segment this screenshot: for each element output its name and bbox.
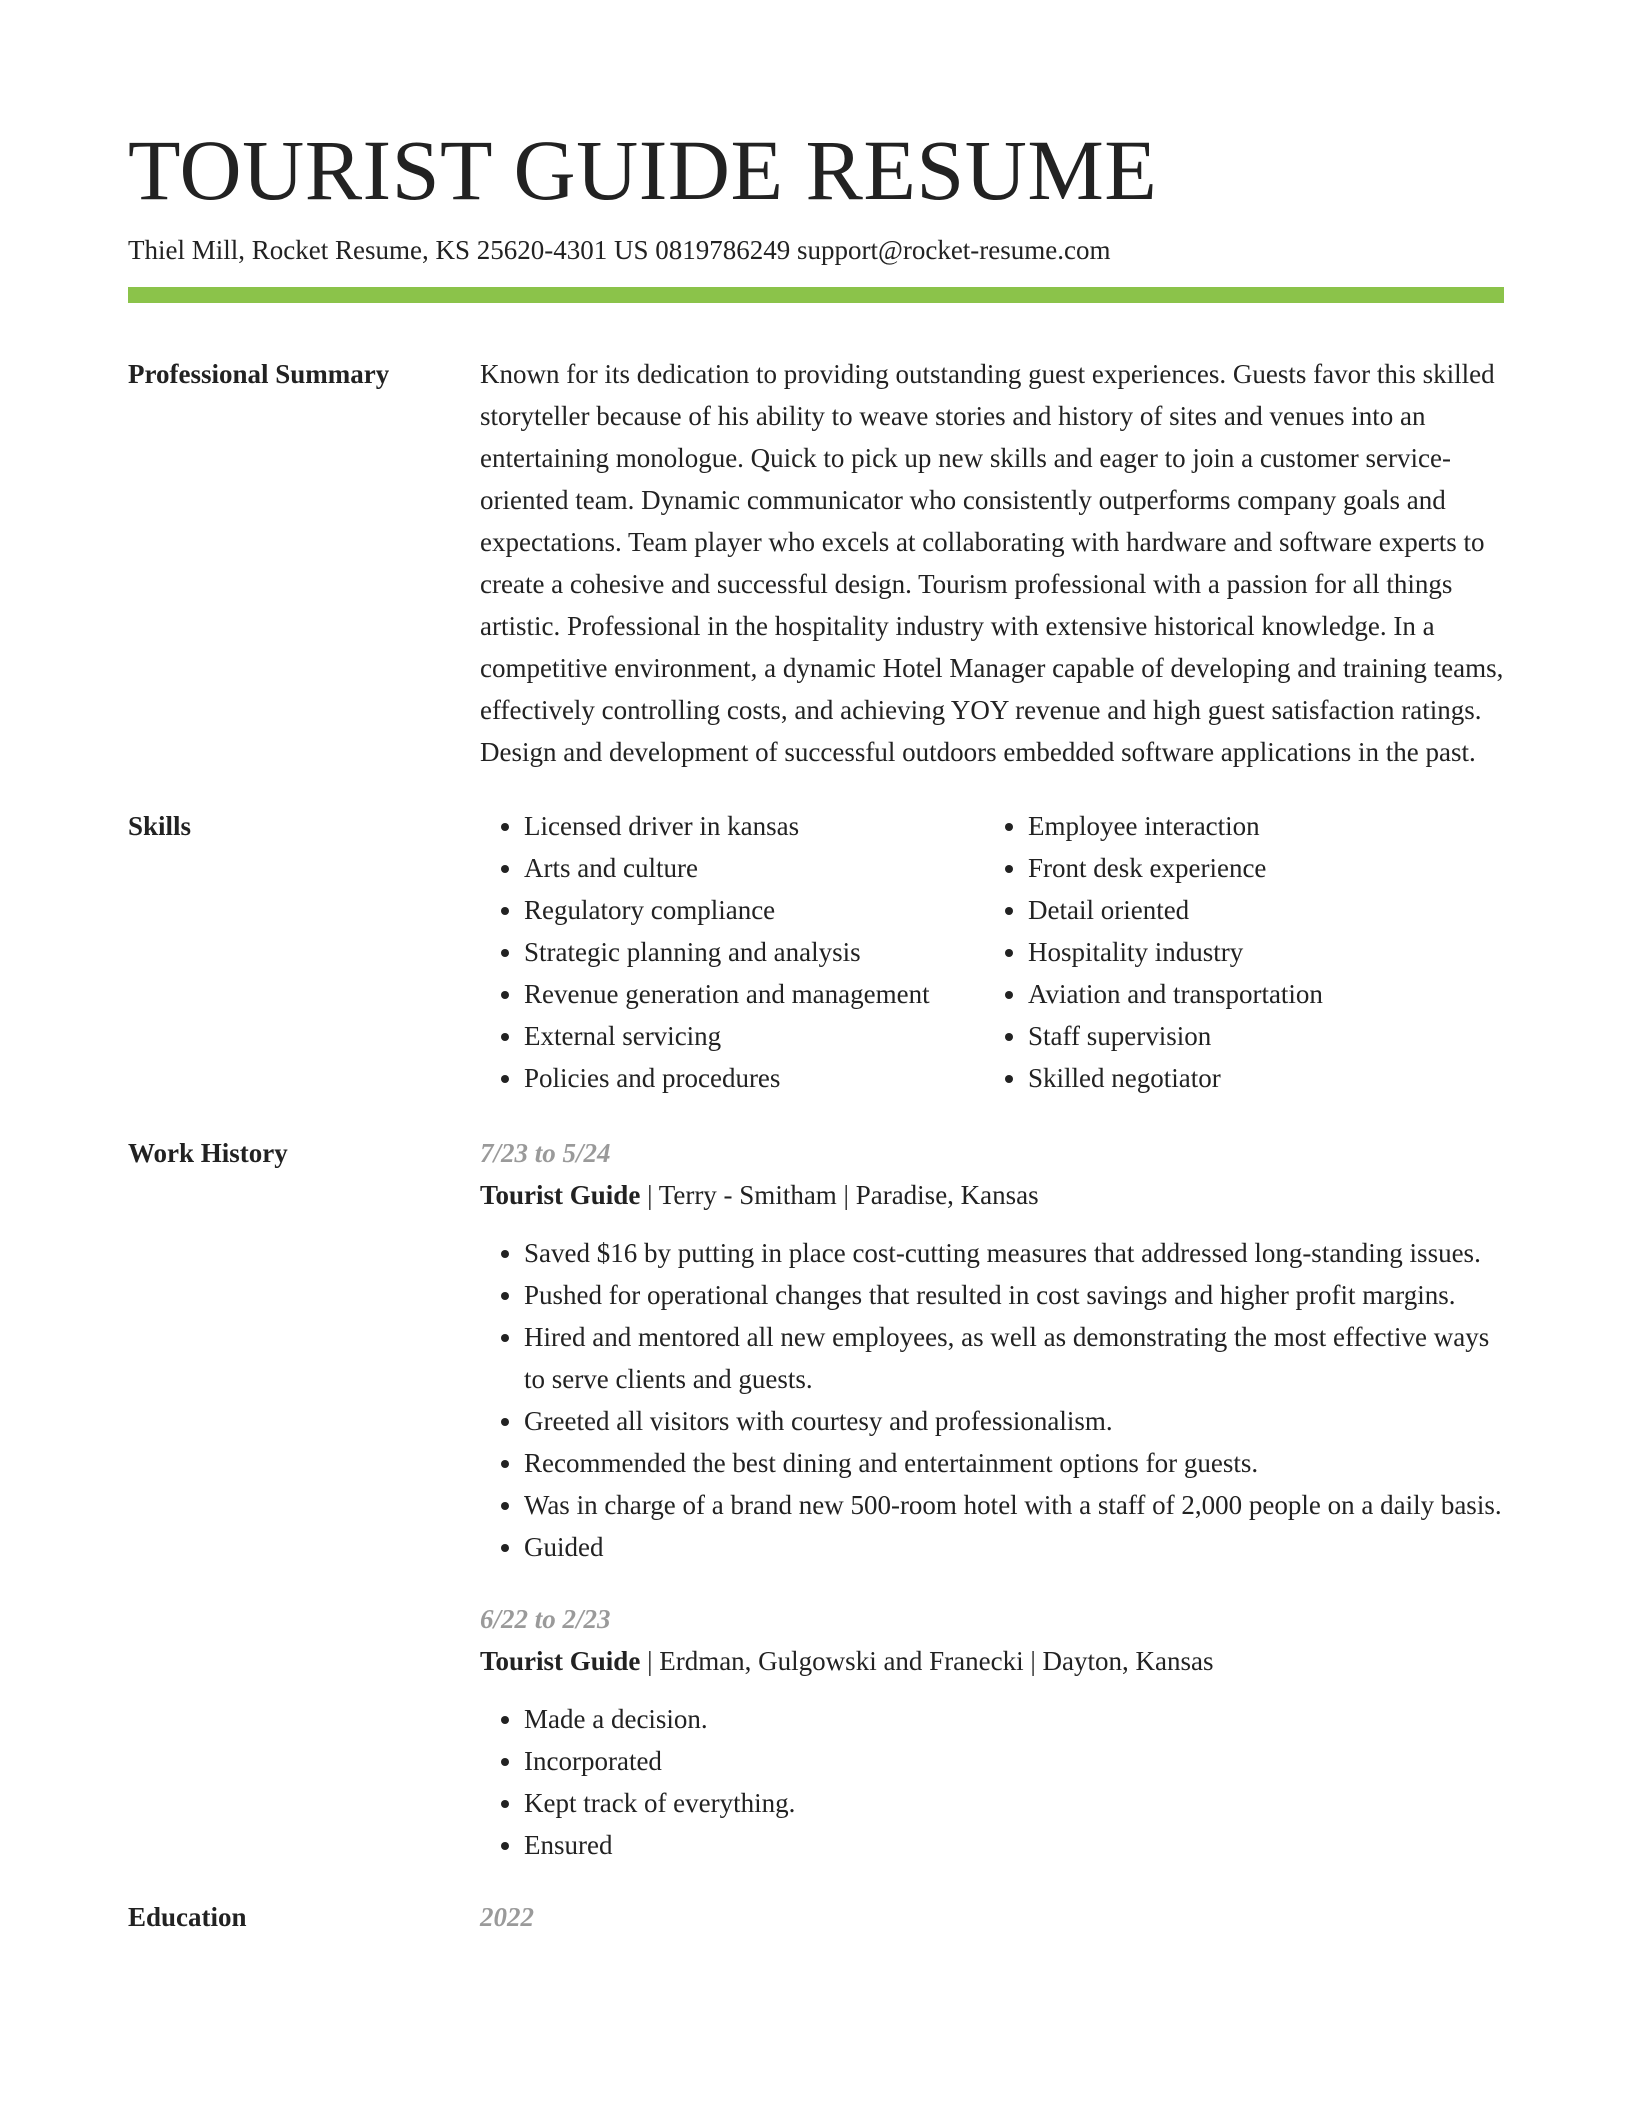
job-bullets (480, 1232, 1504, 1568)
skill-item: • Licensed driver in kansas (524, 805, 984, 847)
skill-item: • Detail oriented (1028, 889, 1488, 931)
contact-line (128, 230, 1504, 270)
job-bullet: • Saved $16 by putting in place cost-cutting measures that addressed long-standing issues. (524, 1232, 1504, 1274)
job-dates: 7/23 to 5/24 (480, 1138, 611, 1168)
job-title-line (480, 1174, 1504, 1216)
skill-item: • External servicing (524, 1015, 984, 1057)
education-label: Education (128, 1902, 247, 1932)
resume-page (128, 120, 1504, 1938)
skill-item: • Staff supervision (1028, 1015, 1488, 1057)
job-bullet: • Pushed for operational changes that resulted in cost savings and higher profit margins. (524, 1274, 1504, 1316)
skill-item: • Regulatory compliance (524, 889, 984, 931)
job-title: Tourist Guide (480, 1180, 641, 1210)
job-bullet: • Was in charge of a brand new 500-room hotel with a staff of 2,000 people on a daily basis. (524, 1484, 1504, 1526)
work-history-label: Work History (128, 1138, 288, 1168)
job-bullet: • Ensured (524, 1824, 1504, 1866)
header-divider (128, 287, 1504, 303)
education-year: 2022 (480, 1902, 534, 1932)
skills-label: Skills (128, 811, 192, 841)
skill-item: • Arts and culture (524, 847, 984, 889)
job-bullet: • Made a decision. (524, 1698, 1504, 1740)
skill-item: • Front desk experience (1028, 847, 1488, 889)
summary-label: Professional Summary (128, 359, 390, 389)
job-bullet: • Kept track of everything. (524, 1782, 1504, 1824)
job-dates: 6/22 to 2/23 (480, 1604, 611, 1634)
skill-item: • Policies and procedures (524, 1057, 984, 1099)
skill-item: • Hospitality industry (1028, 931, 1488, 973)
education-section (128, 1896, 1504, 1938)
job-details: | Erdman, Gulgowski and Franecki | Dayton, Kansas (640, 1646, 1214, 1676)
job-details: | Terry - Smitham | Paradise, Kansas (640, 1180, 1039, 1210)
work-history-section (128, 1132, 1504, 1866)
summary-section (128, 353, 1504, 773)
skills-list-right (984, 805, 1488, 1099)
contact-phone: 0819786249 (655, 235, 791, 265)
job-title-line (480, 1640, 1504, 1682)
job-bullet: • Recommended the best dining and entertainment options for guests. (524, 1442, 1504, 1484)
contact-address: Thiel Mill, Rocket Resume, KS 25620-4301 US (128, 235, 649, 265)
job-bullets (480, 1698, 1504, 1866)
job-bullet: • Greeted all visitors with courtesy and professionalism. (524, 1400, 1504, 1442)
job-title: Tourist Guide (480, 1646, 641, 1676)
skill-item: • Employee interaction (1028, 805, 1488, 847)
skill-item: • Revenue generation and management (524, 973, 984, 1015)
resume-title: TOURIST GUIDE RESUME (128, 122, 1158, 218)
job-entry (480, 1132, 1504, 1568)
skill-item: • Skilled negotiator (1028, 1057, 1488, 1099)
skills-list-left (480, 805, 984, 1099)
skill-item: • Aviation and transportation (1028, 973, 1488, 1015)
job-bullet: • Incorporated (524, 1740, 1504, 1782)
job-bullet: • Hired and mentored all new employees, as well as demonstrating the most effective ways to serve clients and guests. (524, 1316, 1504, 1400)
summary-text: Known for its dedication to providing outstanding guest experiences. Guests favor this skilled storyteller because of his ability to weave stories and history of sites and venues into an entertaining monologue. Quick to pick up new skills and eager to join a customer service-oriented team. Dynamic communicator who consistently outperforms company goals and expectations. Team player who excels at collaborating with hardware and software experts to create a cohesive and successful design. Tourism professional with a passion for all things artistic. Professional in the hospitality industry with extensive historical knowledge. In a competitive environment, a dynamic Hotel Manager capable of developing and training teams, effectively controlling costs, and achieving YOY revenue and high guest satisfaction ratings. Design and development of successful outdoors embedded software applications in the past. (480, 359, 1504, 767)
skill-item: • Strategic planning and analysis (524, 931, 984, 973)
contact-email: support@rocket-resume.com (796, 235, 1111, 265)
job-bullet: • Guided (524, 1526, 1504, 1568)
skills-section (128, 805, 1504, 1099)
job-entry (480, 1598, 1504, 1866)
